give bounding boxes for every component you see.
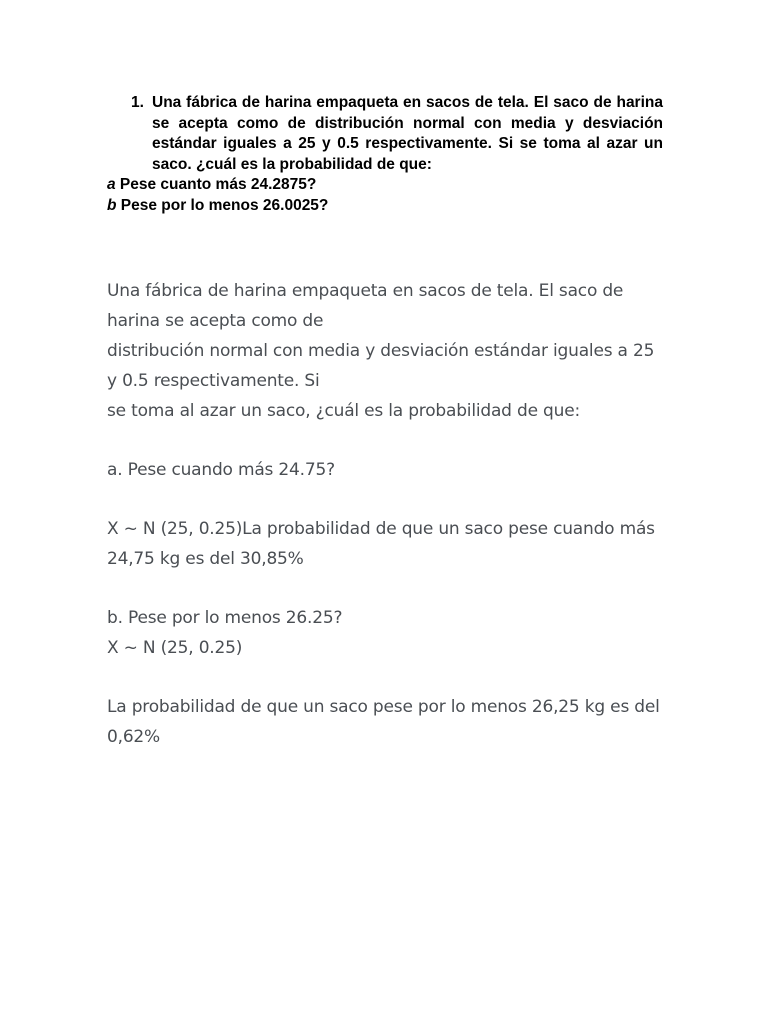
answer-intro-line-4: y 0.5 respectivamente. Si — [107, 371, 320, 391]
part-a-answer-line-1: X ~ N (25, 0.25)La probabilidad de que un saco pese cuando más — [107, 519, 655, 539]
part-b-distribution: X ~ N (25, 0.25) — [107, 638, 243, 658]
spacer — [107, 663, 667, 692]
part-b-answer-line-1: La probabilidad de que un saco pese por lo menos 26,25 kg es del — [107, 697, 660, 717]
part-a-question: a. Pese cuando más 24.75? — [107, 460, 335, 480]
answer-intro-line-1: Una fábrica de harina empaqueta en sacos de tela. El saco de — [107, 281, 624, 301]
answer-intro-line-5: se toma al azar un saco, ¿cuál es la probabilidad de que: — [107, 401, 580, 421]
problem-item-1 — [107, 93, 663, 175]
spacer — [107, 426, 667, 455]
option-a-letter: a — [107, 176, 116, 193]
problem-option-a — [107, 175, 663, 196]
part-b-question: b. Pese por lo menos 26.25? — [107, 608, 343, 628]
option-a-text: Pese cuanto más 24.2875? — [115, 176, 317, 193]
problem-number: 1. — [131, 94, 144, 111]
answer-intro-line-2: harina se acepta como de — [107, 311, 324, 331]
spacer — [107, 485, 667, 514]
answer-block — [107, 276, 667, 752]
part-b-answer-line-2: 0,62% — [107, 727, 161, 747]
spacer — [107, 574, 667, 603]
part-a-answer-line-2: 24,75 kg es del 30,85% — [107, 549, 304, 569]
problem-statement-block — [107, 93, 663, 216]
problem-option-b — [107, 196, 663, 217]
option-b-letter: b — [107, 196, 117, 214]
problem-statement-text: Una fábrica de harina empaqueta en sacos de tela. El saco de harina se acepta como de distribución normal con media y desviación estándar iguales a 25 y 0.5 respectivamente. Si se toma al azar un saco. ¿cuál es la probabilidad de que: — [152, 94, 663, 173]
option-b-text: Pese por lo menos 26.0025? — [116, 196, 329, 214]
answer-intro-line-3: distribución normal con media y desviación estándar iguales a 25 — [107, 341, 655, 361]
